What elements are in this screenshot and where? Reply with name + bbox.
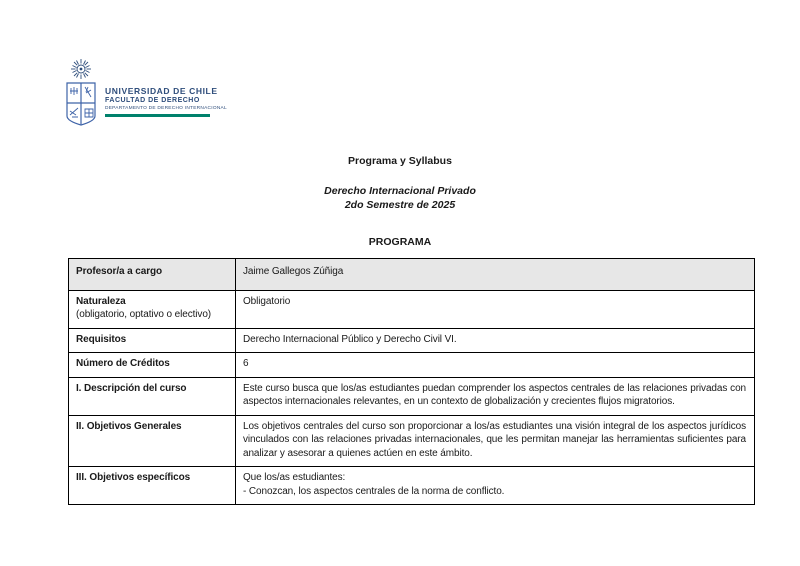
row-sublabel: (obligatorio, optativo o electivo) [76,309,212,320]
row-value: Los objetivos centrales del curso son proporcionar a los/as estudiantes una visión integral de los aspectos jurídicos vinculados con las relaciones privadas internacionales, que les permitan manejar las herramientas suficientes para analizar y asesorar a quienes actúen en este ámbito. [236,415,755,467]
program-table-body [69,259,755,505]
table-row [69,259,755,291]
row-label: II. Objetivos Generales [69,415,236,467]
row-label: I. Descripción del curso [69,377,236,415]
course-title: Derecho Internacional Privado [324,185,476,197]
semester-subtitle: 2do Semestre de 2025 [344,199,456,211]
university-crest-icon [64,57,98,127]
row-label: Profesor/a a cargo [69,259,236,291]
row-value: Este curso busca que los/as estudiantes puedan comprender los aspectos centrales de las relaciones privadas con aspectos internacionales relevantes, en un contexto de globalización y crecientes flujos migratorios. [236,377,755,415]
table-row [69,328,755,353]
row-value: Que los/as estudiantes: - Conozcan, los aspectos centrales de la norma de conflicto. [236,467,755,505]
program-table [68,258,755,505]
logo-department-name: DEPARTAMENTO DE DERECHO INTERNACIONAL [105,106,227,111]
row-value: Jaime Gallegos Zúñiga [236,259,755,291]
row-value: Obligatorio [236,290,755,328]
document-title: Programa y Syllabus [348,155,452,167]
logo-accent-bar [105,114,210,117]
program-section-heading: PROGRAMA [368,236,432,248]
table-row [69,290,755,328]
row-label: III. Objetivos específicos [69,467,236,505]
table-row [69,353,755,378]
table-row [69,377,755,415]
logo-faculty-name: FACULTAD DE DERECHO [105,97,200,104]
university-logo [64,57,227,127]
logo-university-name: UNIVERSIDAD DE CHILE [105,86,218,96]
row-label: Naturaleza (obligatorio, optativo o electivo) [69,290,236,328]
row-value: 6 [236,353,755,378]
table-row [69,467,755,505]
row-value: Derecho Internacional Público y Derecho Civil VI. [236,328,755,353]
table-row [69,415,755,467]
row-label: Número de Créditos [69,353,236,378]
row-label: Requisitos [69,328,236,353]
